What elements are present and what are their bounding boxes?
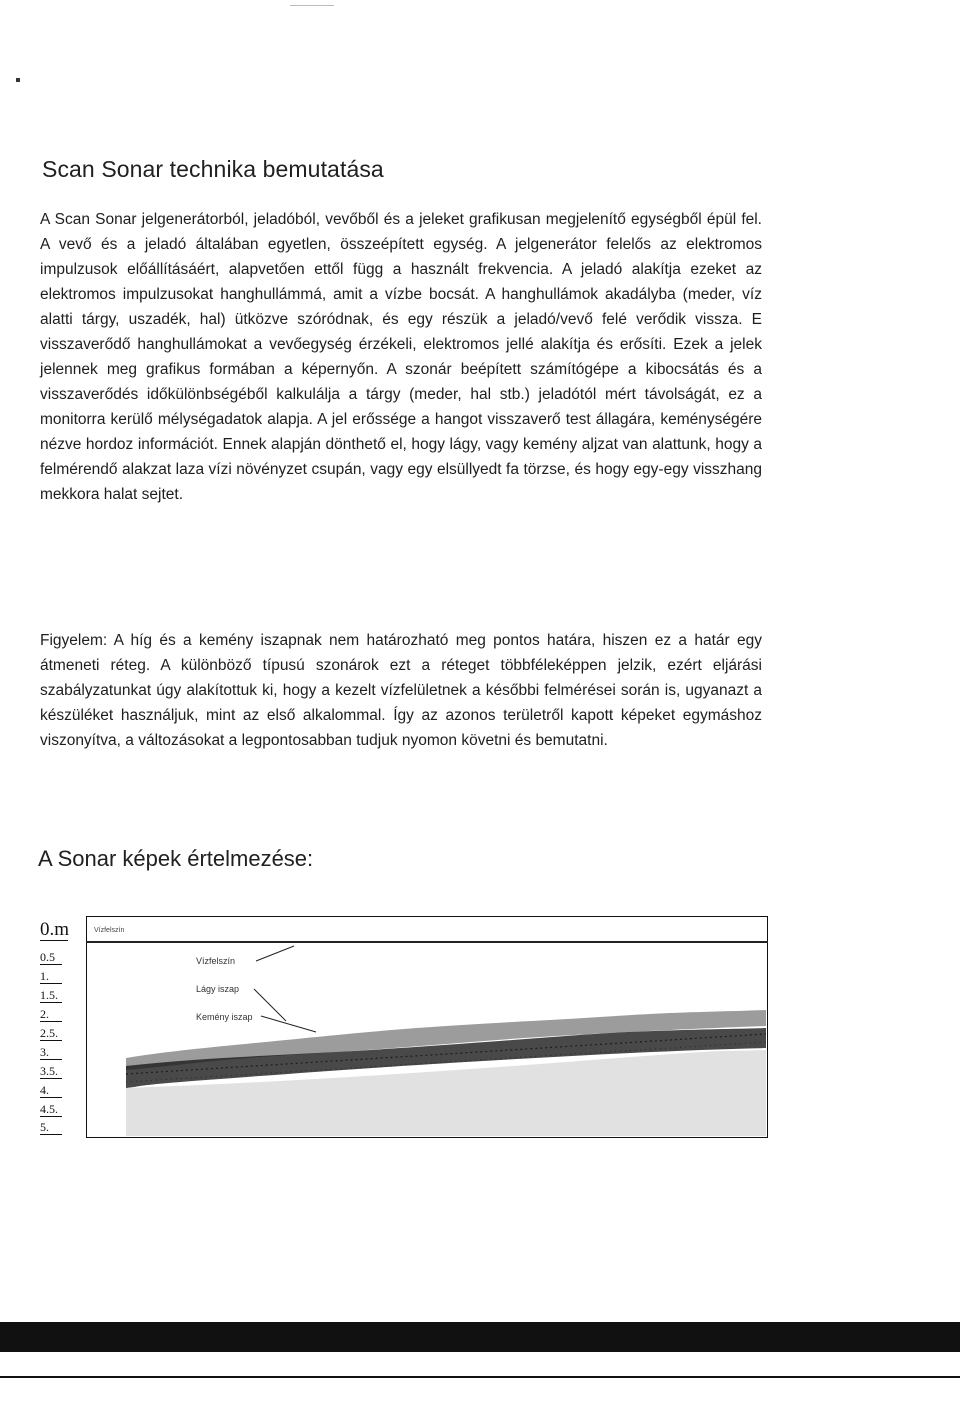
depth-label: 0.m [40, 919, 70, 940]
top-mark [94, 927, 124, 934]
scan-edge-strip [0, 1322, 960, 1352]
warning-paragraph: Figyelem: A híg és a kemény iszapnak nem határozható meg pontos határa, hiszen ez a határ egy átmeneti réteg. A különböző típusú szonárok ezt a réteget többféleképpen jelzik, ezért eljárási szabályzatunkat úgy alakítottuk ki, hogy a kezelt vízfelületnek a későbbi felmérései során is, ugyanazt a készüléket használjuk, mint az első alkalommal. Így az azonos területről kapott képeket egymáshoz viszonyítva, a változásokat a legpontosabban tudjuk nyomon követni és bemutatni. [40, 632, 762, 749]
sonar-image [86, 916, 768, 1138]
depth-label: 3. [40, 1046, 62, 1060]
annotation-hard-mud-label: Kemény iszap [196, 1012, 253, 1022]
header-mark [290, 5, 334, 6]
sonar-figure [38, 916, 768, 1138]
depth-label: 3.5. [40, 1065, 62, 1079]
annotation-surface-label: Vízfelszín [196, 956, 236, 966]
depth-scale [38, 916, 88, 1138]
depth-label: 2.5. [40, 1027, 62, 1041]
depth-label: 4. [40, 1084, 62, 1098]
section-title: A Sonar képek értelmezése: [38, 846, 314, 871]
depth-label: 0.5 [40, 951, 62, 965]
depth-label: 1. [40, 970, 62, 984]
scan-artifact [16, 78, 20, 82]
depth-label: 2. [40, 1008, 62, 1022]
depth-label: 4.5. [40, 1103, 62, 1117]
top-mark-text: Vízfelszín [94, 927, 125, 934]
annotation-soft-mud-label: Lágy iszap [196, 984, 240, 994]
intro-paragraph: A Scan Sonar jelgenerátorból, jeladóból, vevőből és a jeleket grafikusan megjelenítő egységből épül fel. A vevő és a jeladó általában egyetlen, összeépített egység. A jelgenerátor felelős az elektromos impulzusok előállításáért, alapvetően ettől függ a használt frekvencia. A jeladó alakítja ezeket az elektromos impulzusokat hanghullámmá, amit a vízbe bocsát. A hanghullámok akadályba (meder, víz alatti tárgy, uszadék, hal) ütközve szóródnak, és egy részük a jeladó/vevő felé verődik vissza. E visszaverődő hanghullámokat a vevőegység érzékeli, elektromos jellé alakítja és erősíti. Ezek a jelek jelennek meg grafikus formában a képernyőn. A szonár beépített számítógépe a kibocsátás és a visszaverődés időkülönbségéből kalkulálja a tárgy (meder, hal stb.) jeladótól mért távolságát, ez a monitorra kerülő mélységadatok alapja. A jel erőssége a hangot visszaverő test állagára, keménységére nézve hordoz információt. Ennek alapján dönthető el, hogy lágy, vagy kemény aljzat van alattunk, hogy a felmérendő alakzat laza vízi növényzet csupán, vagy egy elsüllyedt fa törzse, és hogy egy-egy visszhang mekkora halat sejtet. [40, 211, 762, 503]
depth-label: 5. [40, 1121, 62, 1135]
depth-label: 1.5. [40, 989, 62, 1003]
scan-edge-line [0, 1376, 960, 1378]
page-title: Scan Sonar technika bemutatása [42, 156, 384, 182]
